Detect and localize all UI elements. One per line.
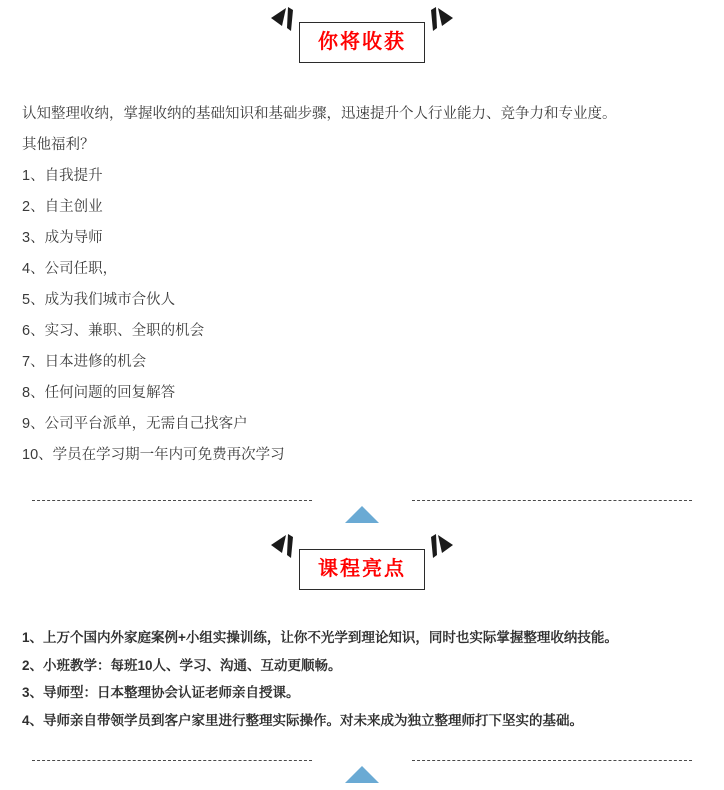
list-item: 4、公司任职， — [22, 261, 118, 277]
section-header-rewards — [0, 0, 724, 63]
divider-dash-left — [32, 500, 312, 501]
section-divider-1 — [0, 492, 724, 530]
rewards-lead-paragraph: 认知整理收纳，掌握收纳的基础知识和基础步骤，迅速提升个人行业能力、竞争力和专业度。 — [22, 106, 617, 122]
list-item: 8、任何问题的回复解答 — [22, 385, 176, 401]
divider-dash-left — [32, 760, 312, 761]
list-item: 5、成为我们城市合伙人 — [22, 292, 176, 308]
divider-dash-right — [412, 760, 692, 761]
divider-dash-right — [412, 500, 692, 501]
list-item: 9、公司平台派单，无需自己找客户 — [22, 416, 248, 432]
wing-left-decoration-icon — [269, 533, 303, 567]
rewards-list — [22, 161, 702, 471]
list-item: 1、上万个国内外家庭案例+小组实操训练，让你不光学到理论知识，同时也实际掌握整理收纳技能。 — [22, 630, 618, 645]
divider-triangle-icon — [345, 506, 379, 523]
section-divider-2 — [0, 752, 724, 790]
title-wrap — [299, 549, 425, 590]
list-item: 3、成为导师 — [22, 230, 103, 246]
list-item: 2、自主创业 — [22, 199, 103, 215]
list-item: 2、小班教学：每班10人、学习、沟通、互动更顺畅。 — [22, 657, 342, 673]
highlights-list — [22, 624, 702, 734]
rewards-sub-question: 其他福利？ — [22, 137, 95, 153]
section-title-highlights: 课程亮点 — [299, 549, 425, 590]
section-header-highlights — [0, 530, 724, 590]
list-item: 1、自我提升 — [22, 168, 103, 184]
list-item: 6、实习、兼职、全职的机会 — [22, 323, 205, 339]
divider-triangle-icon — [345, 766, 379, 783]
highlights-body — [0, 590, 724, 734]
list-item: 7、日本进修的机会 — [22, 354, 147, 370]
wing-left-decoration-icon — [269, 6, 303, 40]
wing-right-decoration-icon — [421, 6, 455, 40]
section-title-rewards: 你将收获 — [299, 22, 425, 63]
list-item: 4、导师亲自带领学员到客户家里进行整理实际操作。对未来成为独立整理师打下坚实的基础。 — [22, 712, 584, 728]
title-wrap — [299, 22, 425, 63]
list-item: 10、学员在学习期一年内可免费再次学习 — [22, 447, 285, 463]
rewards-body — [0, 63, 724, 471]
wing-right-decoration-icon — [421, 533, 455, 567]
list-item: 3、导师型：日本整理协会认证老师亲自授课。 — [22, 685, 300, 700]
